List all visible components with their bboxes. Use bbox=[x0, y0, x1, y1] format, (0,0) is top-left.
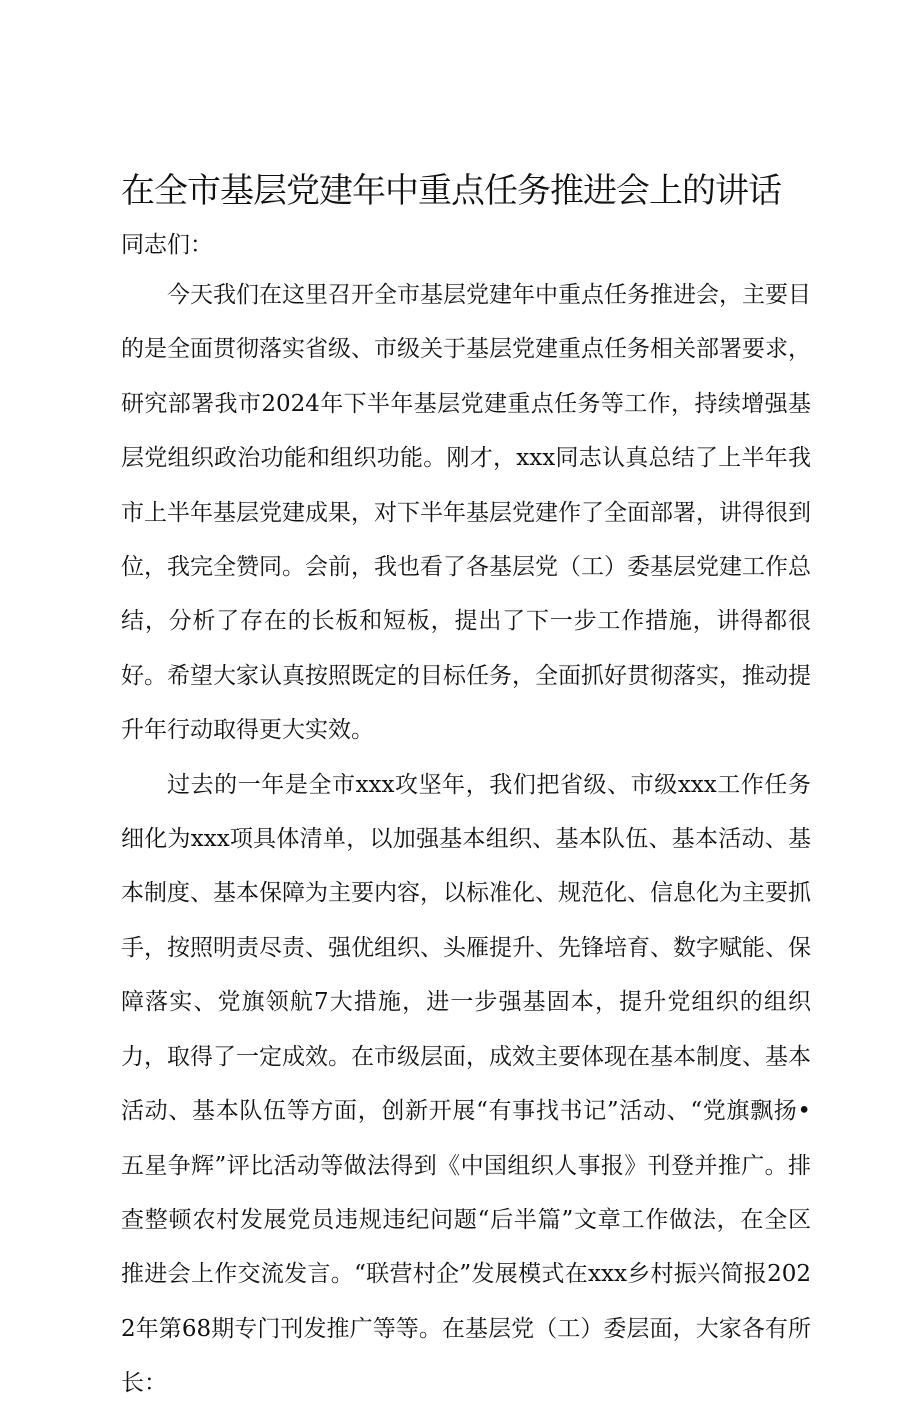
salutation: 同志们： bbox=[121, 232, 213, 258]
paragraph-2: 过去的一年是全市xxx攻坚年，我们把省级、市级xxx工作任务细化为xxx项具体清单，以加强基本组织、基本队伍、基本活动、基本制度、基本保障为主要内容，以标准化、规范化、信息化为主要抓手，按照明责尽责、强优组织、头雁提升、先锋培育、数字赋能、保障落实、党旗领航7大措施，进一步强基固本，提升党组织的组织力，取得了一定成效。在市级层面，成效主要体现在基本制度、基本活动、基本队伍等方面，创新开展“有事找书记”活动、“党旗飘扬•五星争辉”评比活动等做法得到《中国组织人事报》刊登并推广。排查整顿农村发展党员违规违纪问题“后半篇”文章工作做法，在全区推进会上作交流发言。“联营村企”发展模式在xxx乡村振兴简报2022年第68期专门刊发推广等等。在基层党（工）委层面，大家各有所长： bbox=[121, 771, 811, 1397]
document-body bbox=[121, 226, 811, 1411]
document-title: 在全市基层党建年中重点任务推进会上的讲话 bbox=[121, 171, 781, 211]
paragraph-1: 今天我们在这里召开全市基层党建年中重点任务推进会，主要目的是全面贯彻落实省级、市级关于基层党建重点任务相关部署要求，研究部署我市2024年下半年基层党建重点任务等工作，持续增强基层党组织政治功能和组织功能。刚才，xxx同志认真总结了上半年我市上半年基层党建成果，对下半年基层党建作了全面部署，讲得很到位，我完全赞同。会前，我也看了各基层党（工）委基层党建工作总结，分析了存在的长板和短板，提出了下一步工作措施，讲得都很好。希望大家认真按照既定的目标任务，全面抓好贯彻落实，推动提升年行动取得更大实效。 bbox=[121, 282, 811, 744]
